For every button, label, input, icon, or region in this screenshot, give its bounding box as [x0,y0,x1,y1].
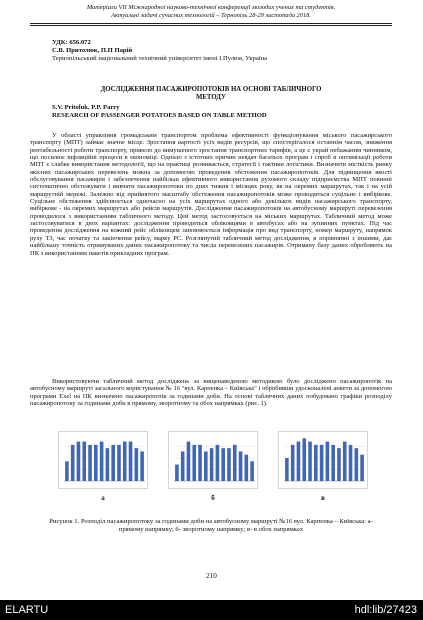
chart-bar [210,448,214,481]
chart-bar [233,445,237,481]
chart-c [278,431,368,489]
paragraph-2: Використовуючи табличний метод досліджень за вищенаведеною методикою було досліджено пасажиропотік на автобусному маршруті загального користування № 16 "вул. Карпенка – Київська" і обробивши удосконалені анкети за допомогою програми Exel на ПК визначено пасажиропотік за годинами доби. На основі табличних даних побудовано графіки розподілу пасажиропотоку за годинами доби в прямому, зворотному та обох напрямках (рис. 1). [30,378,392,408]
chart-bar [88,445,92,481]
chart-bar [106,448,110,481]
chart-bar [343,442,347,481]
chart-bar [100,442,104,481]
chart-bar [175,465,179,481]
running-head [30,4,392,20]
chart-bar [111,445,115,481]
chart-bar [245,455,249,481]
chart-c-svg [278,431,368,489]
chart-bar [326,442,330,481]
affiliation: Тернопільський національний технічний університет імені І.Пулюя, Україна [52,55,268,62]
chart-bar [331,445,335,481]
header-rule [30,23,392,24]
authors-en: S.V. Pritoluk, P.P. Parry [52,104,120,111]
chart-bar [71,445,75,481]
chart-bar [187,442,191,481]
chart-bar [337,448,341,481]
page-number: 210 [206,572,217,580]
title-ua-line-2: МЕТОДУ [195,94,227,101]
chart-b-label: б [211,494,215,502]
footer-repository-name[interactable]: ELARTU [5,604,49,616]
chart-bar [135,448,139,481]
chart-bar [355,448,359,481]
chart-bar [285,458,289,481]
chart-b [168,431,258,489]
paragraph-1: У області управління громадським транспортом проблема ефективності функціонування міського пасажирського транспорту (МПТ) займає значне місце. Зростання вартості усіх видів ресурсів, що спостерігалося останнім часом, зниження рентабельності роботи транспорту, привело до вимушеного зростання транспортних тарифів, а це є украй небажаним чинником, що посилює інфляційні процеси в економіці. Однією з істотних причин невдач багатьох програм і спроб в оптимізації роботи МПТ є слабке використання методології, що на практиці розвивається, стратегії і тактики логістики. Визначити місткість ринку якісних пасажирських перевезень можна за допомогою проведення обстеження пасажиропотоків. Для підвищення якості обслуговування пасажирів і забезпечення найбільш ефективного використання рухомого складу підприємства МПТ повинні систематично обстежувати і вивчати пасажиропотоки по днях тижня і місяцях року, як на окремих маршрутах, так і на усій маршрутній мережі. Залежно від прийнятого масштабу обстеження пасажиропотоків може проводиться суцільне і вибіркове. Суцільне обстеження здійснюється одночасно на усіх маршрутах одного або декількох видів пасажирського транспорту, вибіркове - на окремих маршрутах або рейсів маршрутів. Дослідження пасажиропотоків на автобусному маршруті перевезення проводилося з використанням табличного методу. Цей метод застосовується на міських маршрутах. Табличний метод може застосовуватися в двох варіантах: дослідження проводиться обліковцями в автобусах або на зупинних пунктах. Під час проведення дослідження на кожний рейс обліковцем заповнюється інформація про вид транспорту, номер маршруту, напрямок руху ТЗ, час початку та закінчення рейсу, марку РС. Розглянутий табличний метод дослідження, в порівнянні з іншими, дає найбільшу точність отримуваних даних пасажиропотоку та числа перевезених пасажирів. Отриману базу даних обробляють на ПК з використанням пакетів прикладних програм. [30,132,392,257]
chart-bar [181,451,185,481]
running-head-line-1: Матеріали VII Міжнародної науково-технічної конференції молодих учених та студентів. [86,4,336,11]
chart-bar [297,442,301,481]
udc-code: УДК: 656.072 [52,39,91,46]
chart-bar [123,442,127,481]
chart-bar [291,445,295,481]
chart-bar [77,442,81,481]
chart-c-label: в [321,494,325,502]
figure-caption: Рисунок 1. Розподіл пасажиропотоку за годинами доби на автобусному маршруті №16 вул. Карпенка – Київська: а- прямому напрямку; б- зворотному напрямку; в- в обох напрямках [49,518,373,533]
running-head-line-2: Актуальні задачі сучасних технологій – Тернопіль 28-29 листопада 2018. [111,12,311,19]
chart-bar [349,445,353,481]
title-ua-line-1: ДОСЛІДЖЕННЯ ПАСАЖИРОПОТОКІВ НА ОСНОВІ ТАБЛИЧНОГО [100,86,322,93]
chart-bar [221,448,225,481]
chart-a [58,431,148,489]
chart-bar [308,442,312,481]
chart-bar [227,448,231,481]
figure-charts [58,431,368,511]
chart-bar [198,445,202,481]
chart-bar [320,445,324,481]
chart-bar [140,451,144,481]
chart-bar [360,455,364,481]
chart-bar [239,451,243,481]
chart-bar [216,445,220,481]
title-en: RESEARCH OF PASSENGER POTATOES BASED ON TABLE METHOD [52,112,267,119]
chart-bar [65,461,69,481]
authors-ua: С.В. Притолюк, П.П Парій [52,47,133,54]
chart-b-svg [168,431,258,489]
chart-bar [314,445,318,481]
chart-bar [204,451,208,481]
chart-a-svg [58,431,148,489]
chart-bar [302,438,306,481]
chart-bar [250,461,254,481]
chart-bar [192,445,196,481]
header-rule-thin [30,25,392,26]
chart-bar [129,442,133,481]
chart-bar [82,442,86,481]
chart-bar [117,445,121,481]
footer-handle[interactable]: hdl:lib/27423 [354,604,417,616]
chart-a-label: а [101,494,105,502]
chart-bar [94,445,98,481]
footer-bar [0,600,423,620]
